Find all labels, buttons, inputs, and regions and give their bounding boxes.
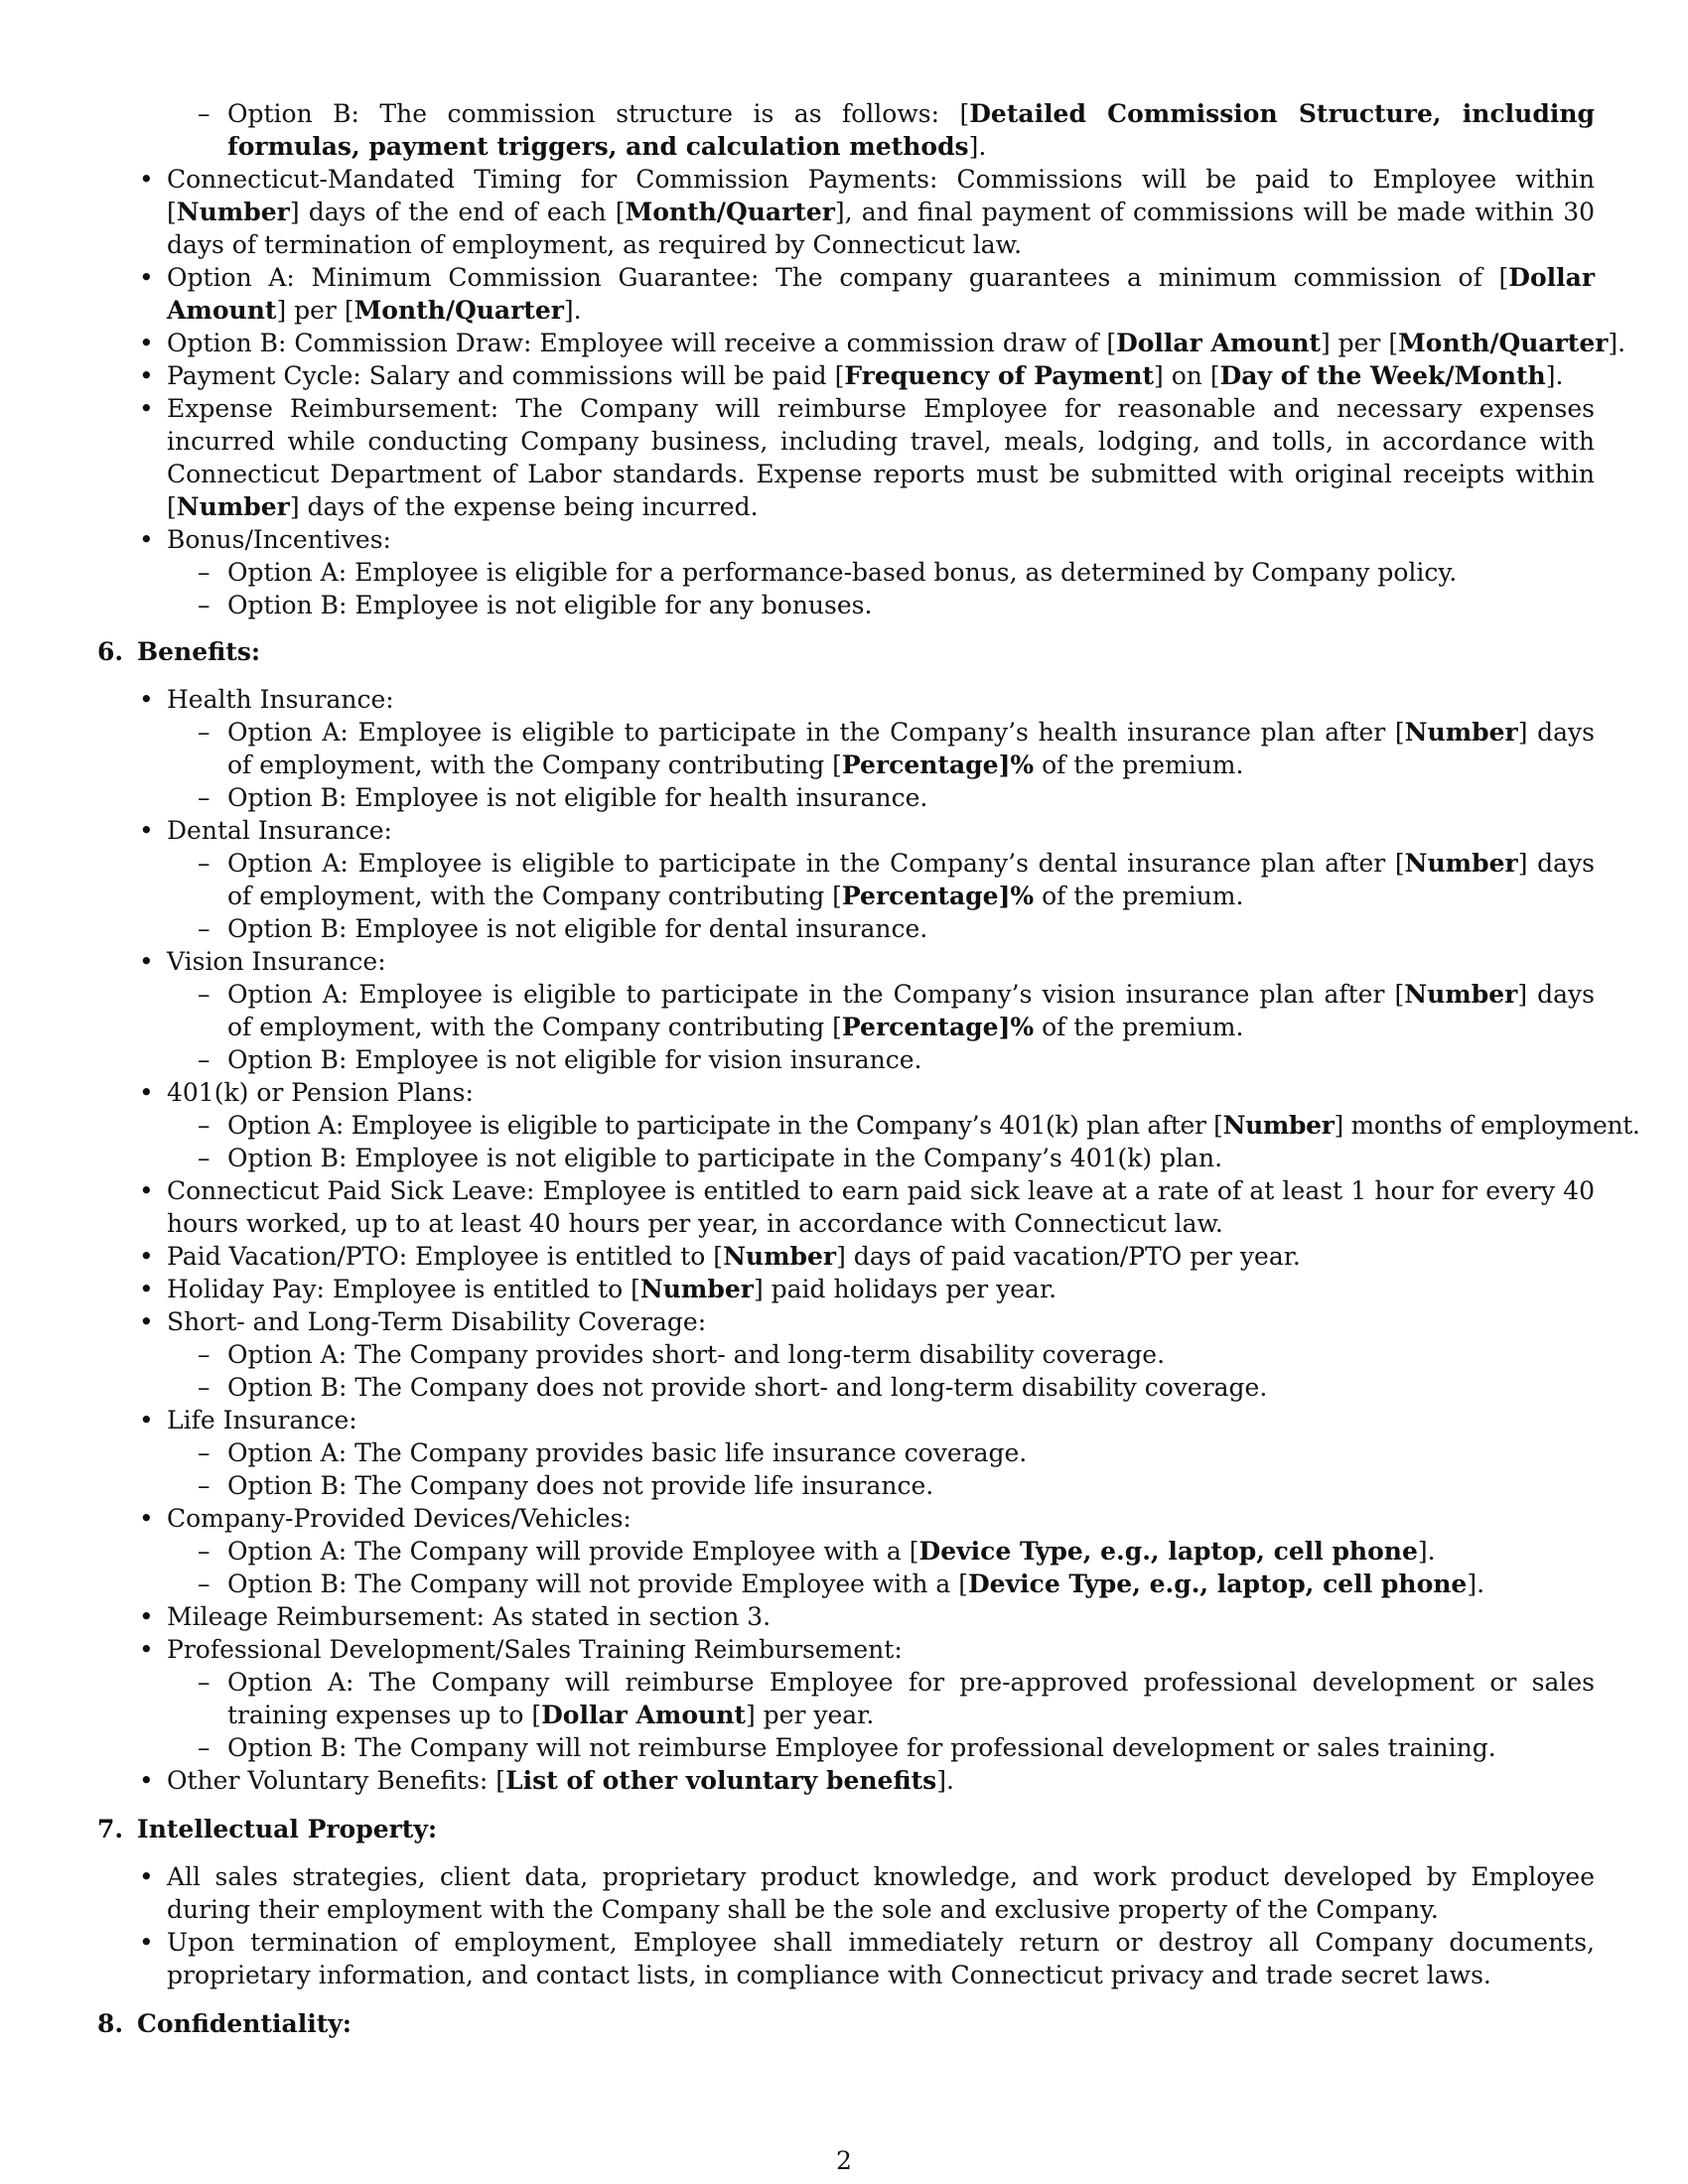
placeholder-number: Number [723, 1242, 837, 1271]
section-heading-intellectual-property [97, 1813, 1595, 1845]
text: Option B: Commission Draw: Employee will receive a commission draw of [ [167, 329, 1117, 357]
text: Option B: The commission structure is as follows: [ [227, 99, 970, 128]
text: ]. [1545, 361, 1564, 390]
text: ] on [ [1154, 361, 1220, 390]
text: ]. [936, 1766, 954, 1795]
text: ]. [1608, 329, 1626, 357]
text: ] days of employment, with the Company contributing [ [227, 980, 1596, 1041]
placeholder-month-quarter: Month/Quarter [353, 296, 564, 325]
text: ] paid holidays per year. [753, 1275, 1057, 1303]
section-heading-benefits [97, 635, 1595, 668]
text: ] per [ [1320, 329, 1399, 357]
disability-option-b: – Option B: The Company does not provide short- and long-term disability coverage. [227, 1371, 1595, 1404]
paid-vacation [167, 1240, 1595, 1273]
text: ] days of paid vacation/PTO per year. [836, 1242, 1301, 1271]
other-voluntary-benefits [167, 1764, 1595, 1797]
text: Option A: Employee is eligible to participate in the Company’s vision insurance plan after [ [227, 980, 1405, 1009]
training-reimbursement [167, 1633, 1595, 1764]
text: Paid Vacation/PTO: Employee is entitled to [ [167, 1242, 724, 1271]
text: Company-Provided Devices/Vehicles: [167, 1504, 632, 1533]
text: Expense Reimbursement: The Company will reimburse Employee for reasonable and necessary expenses incurred while conducting Company business, including travel, meals, lodging, and tolls, in accordance with Connecticut Department of Labor standards. Expense reports must be submitted with original receipts within [ [167, 394, 1595, 521]
training-option-b: – Option B: The Company will not reimburse Employee for professional development or sales training. [227, 1731, 1595, 1764]
text: of the premium. [1034, 882, 1244, 910]
text: Dental Insurance: [167, 816, 392, 845]
section-heading-confidentiality [97, 2007, 1595, 2040]
placeholder-number: Number [176, 492, 290, 521]
text: Option A: The Company will provide Employee with a [ [227, 1537, 919, 1566]
training-option-a [227, 1666, 1595, 1731]
text: Option A: The Company will reimburse Employee for pre-approved professional development or sales training expenses up to [ [227, 1668, 1595, 1729]
text: ]% [998, 882, 1035, 910]
training-options [167, 1666, 1595, 1764]
benefits-list [97, 683, 1640, 1797]
placeholder-number: Number [176, 198, 290, 226]
life-options [167, 1436, 1595, 1502]
section-number: 8. [97, 2009, 124, 2038]
health-option-b: – Option B: Employee is not eligible for health insurance. [227, 781, 1595, 814]
placeholder-number: Number [1222, 1111, 1335, 1140]
placeholder-number: Number [1404, 718, 1518, 747]
text: Option B: The Company will not provide Employee with a [ [227, 1570, 968, 1598]
text: ] per [ [276, 296, 354, 325]
placeholder-month-quarter: Month/Quarter [1398, 329, 1609, 357]
text: ], and final payment of commissions will be made within 30 days of termination of employment, as required by Connecticut law. [167, 198, 1596, 259]
min-commission-guarantee [167, 261, 1595, 327]
vision-insurance [167, 945, 1595, 1076]
bonus-incentives [167, 523, 1595, 621]
placeholder-percentage: Percentage [841, 751, 999, 779]
disability-options [167, 1338, 1595, 1404]
text: ] per year. [745, 1701, 875, 1729]
text: Option A: Employee is eligible to participate in the Company’s dental insurance plan after [ [227, 849, 1405, 878]
text: Professional Development/Sales Training Reimbursement: [167, 1635, 903, 1664]
bonus-options [167, 556, 1595, 621]
text: of the premium. [1034, 1013, 1244, 1041]
dental-insurance [167, 814, 1595, 945]
disability-coverage [167, 1305, 1595, 1404]
dental-option-a [227, 847, 1595, 912]
placeholder-dollar-amount: Dollar Amount [541, 1701, 746, 1729]
text: Life Insurance: [167, 1406, 357, 1434]
placeholder-day: Day of the Week/Month [1219, 361, 1546, 390]
ip-item-return: • Upon termination of employment, Employee shall immediately return or destroy all Company documents, proprietary information, and contact lists, in compliance with Connecticut privacy and trade secret laws. [167, 1926, 1595, 1991]
placeholder-dollar-amount: Dollar Amount [1116, 329, 1321, 357]
compensation-list [97, 97, 1626, 621]
placeholder-number: Number [1404, 980, 1518, 1009]
commission-option-b [227, 97, 1595, 163]
placeholder-percentage: Percentage [841, 1013, 999, 1041]
text: ]. [563, 296, 582, 325]
text: ]. [968, 132, 987, 161]
text: ] months of employment. [1334, 1111, 1640, 1140]
section-title: Confidentiality: [137, 2009, 352, 2038]
text: ]% [998, 1013, 1035, 1041]
holiday-pay [167, 1273, 1595, 1305]
text: ]% [998, 751, 1035, 779]
text: 401(k) or Pension Plans: [167, 1078, 474, 1107]
life-option-a: – Option A: The Company provides basic life insurance coverage. [227, 1436, 1595, 1469]
text: ] days of the expense being incurred. [289, 492, 759, 521]
text: Holiday Pay: Employee is entitled to [ [167, 1275, 640, 1303]
bonus-option-a: – Option A: Employee is eligible for a performance-based bonus, as determined by Company policy. [227, 556, 1595, 589]
text: Option A: Employee is eligible to participate in the Company’s health insurance plan after [ [227, 718, 1405, 747]
commission-options [167, 97, 1595, 163]
retirement-plans [167, 1076, 1640, 1174]
life-insurance [167, 1404, 1595, 1502]
life-option-b: – Option B: The Company does not provide life insurance. [227, 1469, 1595, 1502]
ip-list [97, 1860, 1595, 1991]
vision-options [167, 978, 1595, 1076]
disability-option-a: – Option A: The Company provides short- and long-term disability coverage. [227, 1338, 1595, 1371]
text: Health Insurance: [167, 685, 394, 714]
health-insurance [167, 683, 1595, 814]
ct-commission-timing [167, 163, 1595, 261]
text: Other Voluntary Benefits: [ [167, 1766, 506, 1795]
text: ] days of employment, with the Company contributing [ [227, 849, 1595, 910]
text: Bonus/Incentives: [167, 525, 391, 554]
placeholder-commission-structure: Detailed Commission Structure, including formulas, payment triggers, and calculation methods [227, 99, 1595, 161]
text: Connecticut-Mandated Timing for Commission Payments: Commissions will be paid to Employee within [ [167, 165, 1595, 226]
text: Short- and Long-Term Disability Coverage: [167, 1307, 707, 1336]
placeholder-dollar-amount: Dollar Amount [167, 263, 1595, 325]
placeholder-device-type: Device Type, e.g., laptop, cell phone [918, 1537, 1418, 1566]
text: ]. [1467, 1570, 1485, 1598]
retirement-option-b: – Option B: Employee is not eligible to participate in the Company’s 401(k) plan. [227, 1142, 1595, 1174]
document-body [97, 97, 1640, 2040]
retirement-options [167, 1109, 1640, 1174]
placeholder-number: Number [639, 1275, 754, 1303]
devices-option-a [227, 1535, 1595, 1568]
payment-cycle [167, 359, 1595, 392]
section-number: 7. [97, 1815, 124, 1843]
company-devices [167, 1502, 1595, 1600]
placeholder-number: Number [1404, 849, 1518, 878]
text: Option A: Minimum Commission Guarantee: The company guarantees a minimum commission of [ [167, 263, 1509, 292]
page-number: 2 [836, 2146, 852, 2175]
health-options [167, 716, 1595, 814]
retirement-option-a [227, 1109, 1640, 1142]
expense-reimbursement [167, 392, 1595, 523]
text: Option A: Employee is eligible to participate in the Company’s 401(k) plan after [ [227, 1111, 1223, 1140]
section-title: Intellectual Property: [137, 1815, 438, 1843]
text: ]. [1417, 1537, 1436, 1566]
placeholder-other-benefits: List of other voluntary benefits [505, 1766, 937, 1795]
commission-continuation [167, 97, 1595, 163]
ip-item-ownership: • All sales strategies, client data, proprietary product knowledge, and work product developed by Employee during their employment with the Company shall be the sole and exclusive property of the Company. [167, 1860, 1595, 1926]
section-number: 6. [97, 637, 124, 666]
placeholder-device-type: Device Type, e.g., laptop, cell phone [967, 1570, 1468, 1598]
placeholder-frequency: Frequency of Payment [844, 361, 1155, 390]
text: of the premium. [1034, 751, 1244, 779]
text: Vision Insurance: [167, 947, 386, 976]
dental-options [167, 847, 1595, 945]
text: ] days of employment, with the Company contributing [ [227, 718, 1596, 779]
health-option-a [227, 716, 1595, 781]
bonus-option-b: – Option B: Employee is not eligible for any bonuses. [227, 589, 1595, 621]
placeholder-month-quarter: Month/Quarter [625, 198, 835, 226]
devices-options [167, 1535, 1595, 1600]
vision-option-b: – Option B: Employee is not eligible for vision insurance. [227, 1043, 1595, 1076]
mileage-reimbursement: • Mileage Reimbursement: As stated in section 3. [167, 1600, 1595, 1633]
devices-option-b [227, 1568, 1595, 1600]
ct-paid-sick-leave: • Connecticut Paid Sick Leave: Employee is entitled to earn paid sick leave at a rate of at least 1 hour for every 40 hours worked, up to at least 40 hours per year, in accordance with Connecticut law. [167, 1174, 1595, 1240]
text: ] days of the end of each [ [289, 198, 626, 226]
commission-draw [167, 327, 1626, 359]
placeholder-percentage: Percentage [841, 882, 999, 910]
vision-option-a [227, 978, 1595, 1043]
text: Payment Cycle: Salary and commissions will be paid [ [167, 361, 845, 390]
dental-option-b: – Option B: Employee is not eligible for dental insurance. [227, 912, 1595, 945]
section-title: Benefits: [137, 637, 261, 666]
